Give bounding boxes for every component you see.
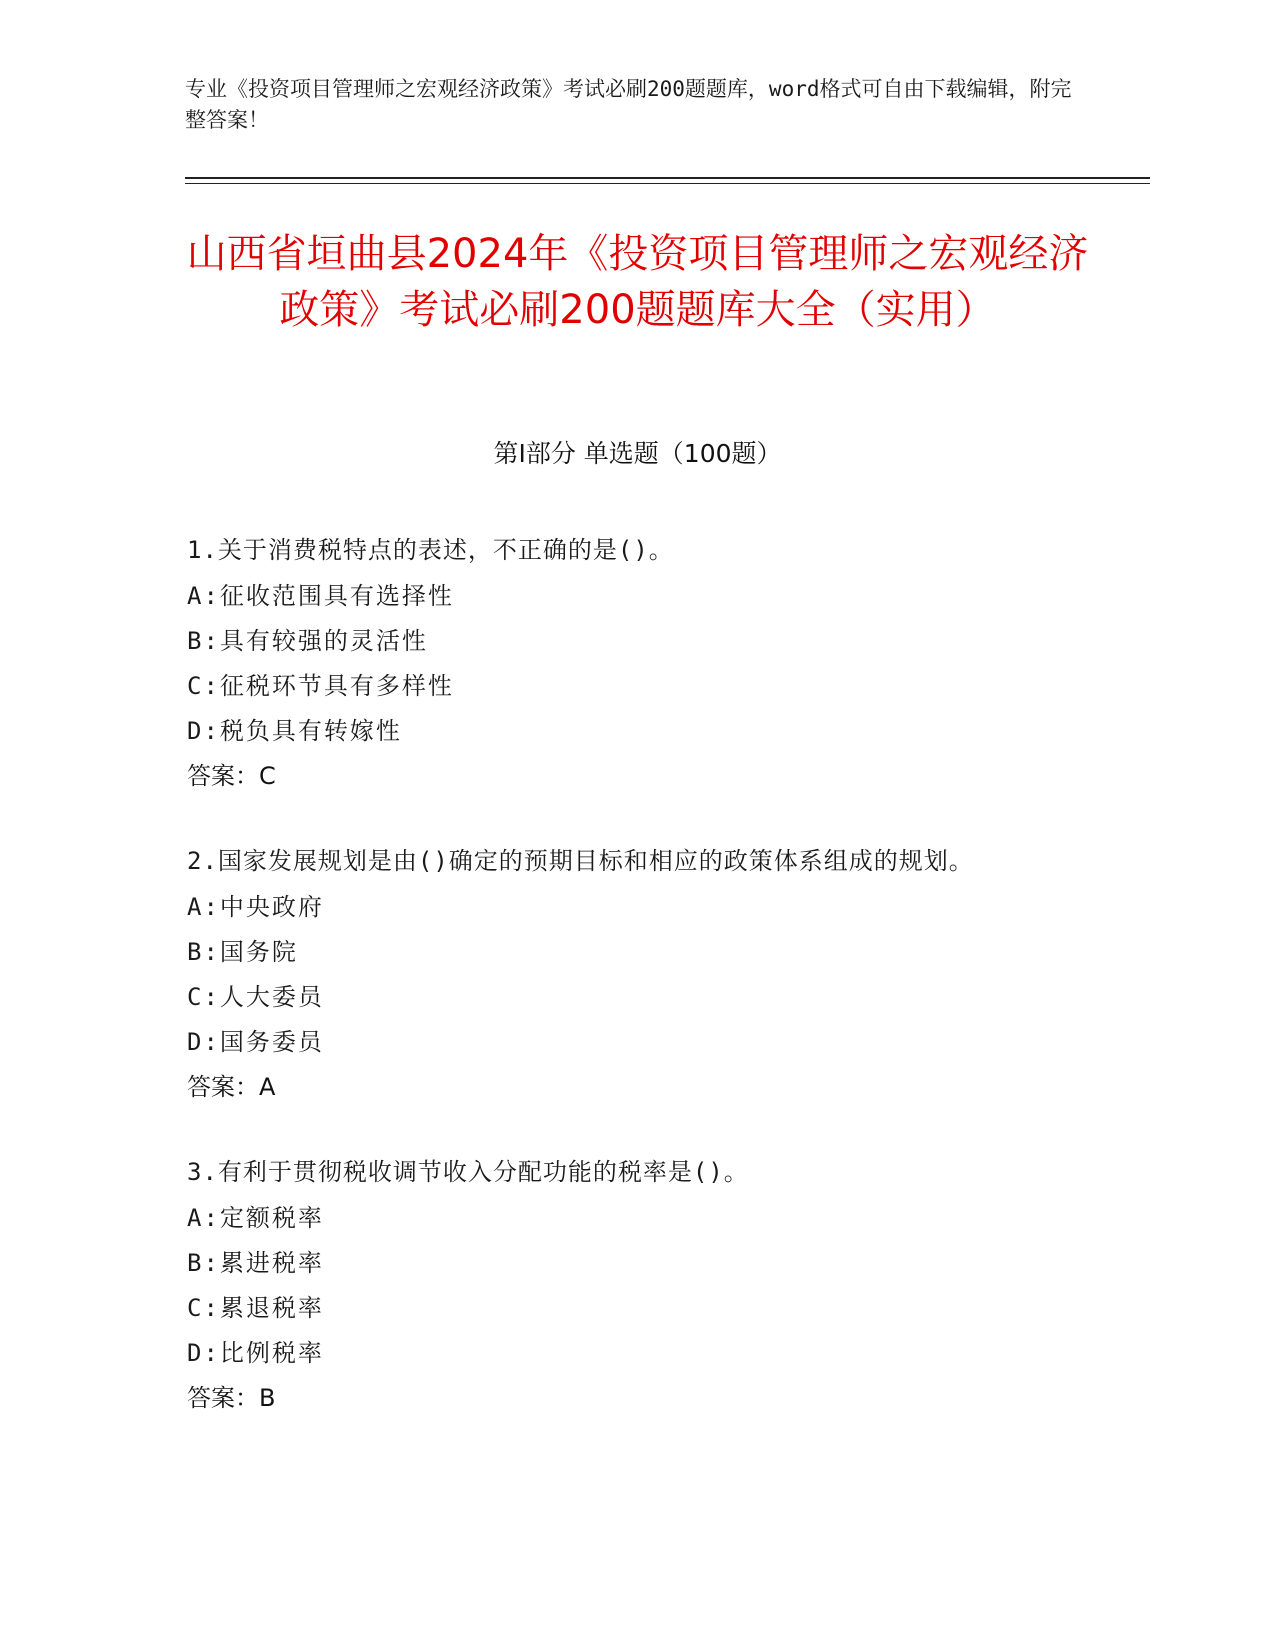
question-3 <box>187 1149 1067 1421</box>
question-2 <box>187 838 1067 1110</box>
question-list <box>187 527 1067 1460</box>
question-stem: 2.国家发展规划是由()确定的预期目标和相应的政策体系组成的规划。 <box>187 847 974 875</box>
option-a: A:征收范围具有选择性 <box>187 582 454 610</box>
option-c: C:人大委员 <box>187 983 324 1011</box>
question-1 <box>187 527 1067 799</box>
option-b: B:具有较强的灵活性 <box>187 627 428 655</box>
option-d: D:税负具有转嫁性 <box>187 717 402 745</box>
header-divider-thick <box>185 177 1150 179</box>
document-title: 山西省垣曲县2024年《投资项目管理师之宏观经济政策》考试必刷200题题库大全（实用） <box>186 231 1089 333</box>
question-stem: 1.关于消费税特点的表述，不正确的是()。 <box>187 536 674 564</box>
option-c: C:累退税率 <box>187 1294 324 1322</box>
option-a: A:中央政府 <box>187 893 324 921</box>
answer: 答案：C <box>187 762 276 790</box>
section-heading: 第Ⅰ部分 单选题（100题） <box>493 439 782 468</box>
answer: 答案：B <box>187 1384 276 1412</box>
option-a: A:定额税率 <box>187 1204 324 1232</box>
header-divider-thin <box>185 183 1150 184</box>
option-d: D:国务委员 <box>187 1028 324 1056</box>
option-b: B:累进税率 <box>187 1249 324 1277</box>
header-note: 专业《投资项目管理师之宏观经济政策》考试必刷200题题库，word格式可自由下载编辑，附完整答案！ <box>185 77 1072 132</box>
option-b: B:国务院 <box>187 938 298 966</box>
answer: 答案：A <box>187 1073 276 1101</box>
option-c: C:征税环节具有多样性 <box>187 672 454 700</box>
question-stem: 3.有利于贯彻税收调节收入分配功能的税率是()。 <box>187 1158 749 1186</box>
option-d: D:比例税率 <box>187 1339 324 1367</box>
